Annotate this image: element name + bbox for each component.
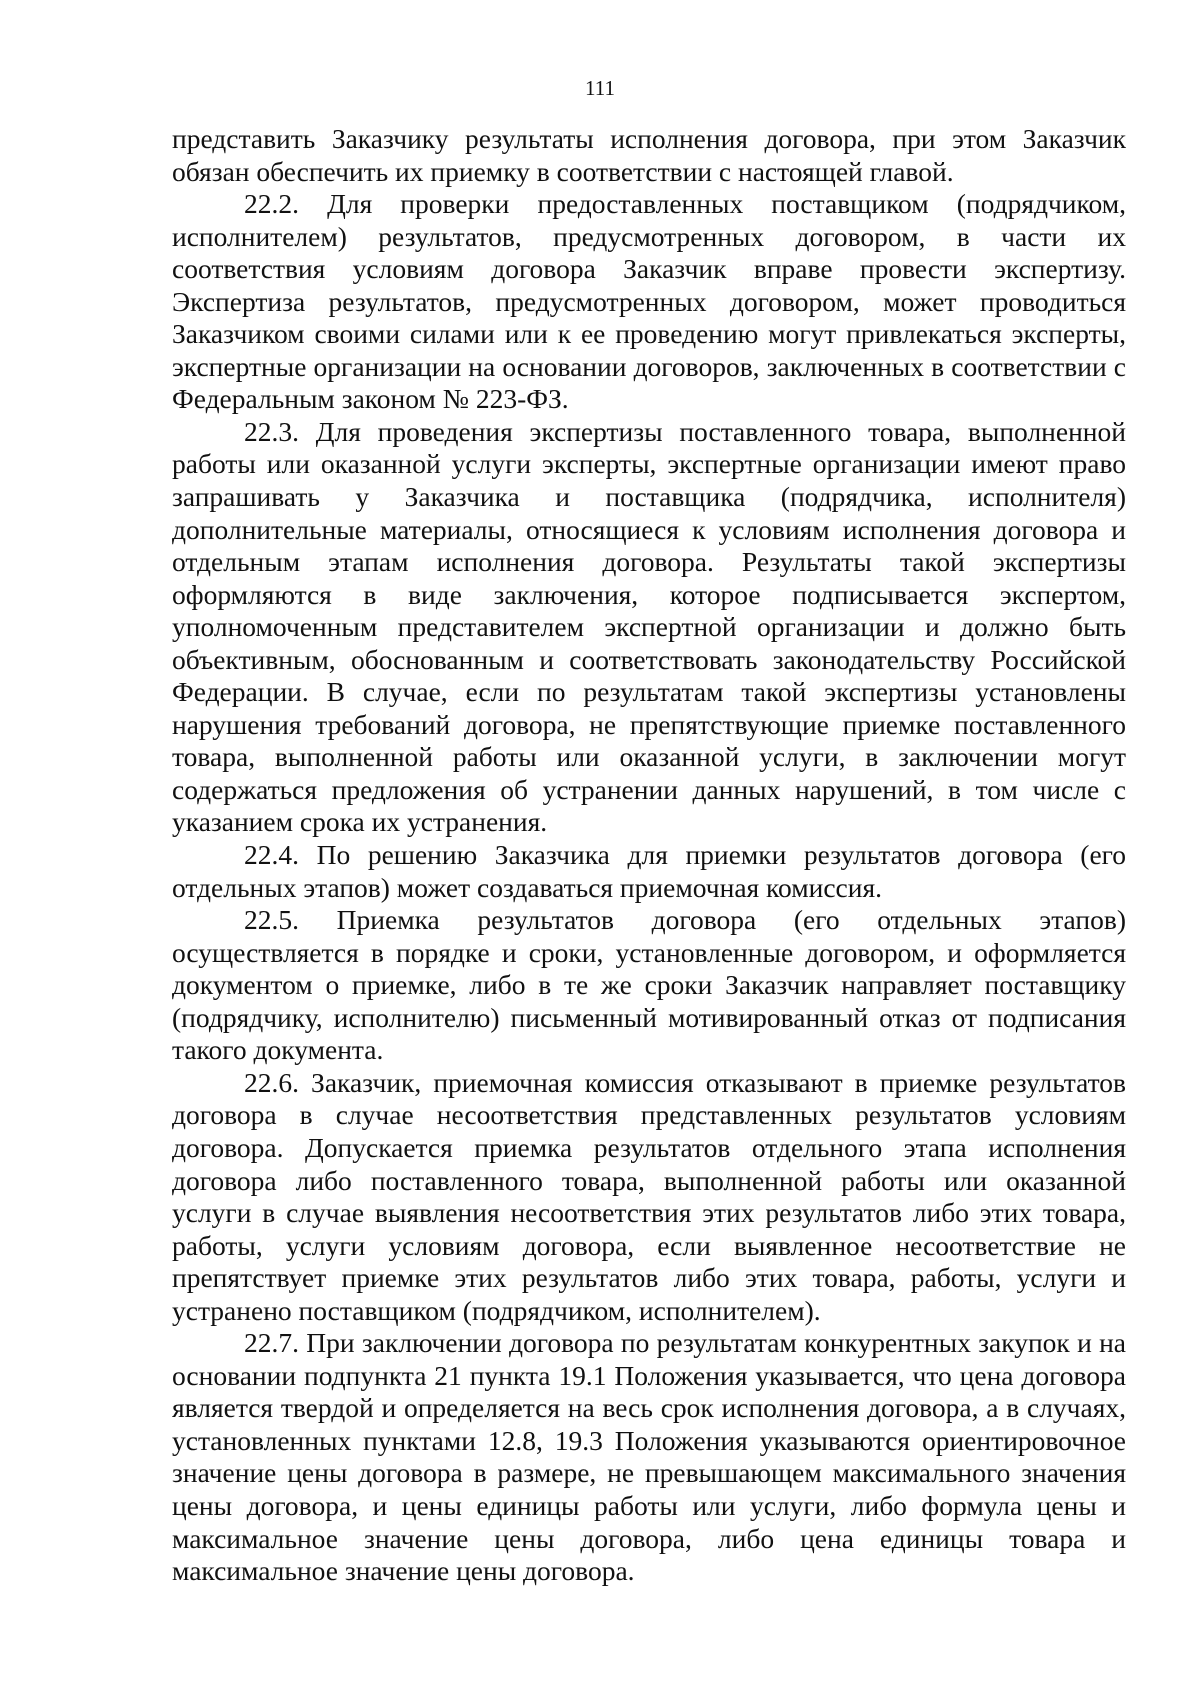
paragraph-22-6: 22.6. Заказчик, приемочная комиссия отказывают в приемке результатов договора в случае несоответствия представленных результатов условиям договора. Допускается приемка результатов отдельного этапа исполнения договора либо поставленного товара, выполненной работы или оказанной услуги в случае выявления несоответствия этих результатов либо этих товара, работы, услуги условиям договора, если выявленное несоответствие не препятствует приемке этих результатов либо этих товара, работы, услуги и устранено поставщиком (подрядчиком, исполнителем). [172,1066,1126,1326]
page-number: 111 [585,76,615,100]
paragraph-22-3: 22.3. Для проведения экспертизы поставленного товара, выполненной работы или оказанной услуги эксперты, экспертные организации имеют право запрашивать у Заказчика и поставщика (подрядчика, исполнителя) дополнительные материалы, относящиеся к условиям исполнения договора и отдельным этапам исполнения договора. Результаты такой экспертизы оформляются в виде заключения, которое подписывается экспертом, уполномоченным представителем экспертной организации и должно быть объективным, обоснованным и соответствовать законодательству Российской Федерации. В случае, если по результатам такой экспертизы установлены нарушения требований договора, не препятствующие приемке поставленного товара, выполненной работы или оказанной услуги, в заключении могут содержаться предложения об устранении данных нарушений, в том числе с указанием срока их устранения. [172,415,1126,838]
paragraph-continuation: представить Заказчику результаты исполнения договора, при этом Заказчик обязан обеспечить их приемку в соответствии с настоящей главой. [172,123,1126,187]
paragraph-22-4: 22.4. По решению Заказчика для приемки результатов договора (его отдельных этапов) может создаваться приемочная комиссия. [172,839,1126,903]
paragraph-22-2: 22.2. Для проверки предоставленных поставщиком (подрядчиком, исполнителем) результатов, предусмотренных договором, в части их соответствия условиям договора Заказчик вправе провести экспертизу. Экспертиза результатов, предусмотренных договором, может проводиться Заказчиком своими силами или к ее проведению могут привлекаться эксперты, экспертные организации на основании договоров, заключенных в соответствии с Федеральным законом № 223-ФЗ. [172,188,1126,415]
paragraph-22-7: 22.7. При заключении договора по результатам конкурентных закупок и на основании подпункта 21 пункта 19.1 Положения указывается, что цена договора является твердой и определяется на весь срок исполнения договора, а в случаях, установленных пунктами 12.8, 19.3 Положения указываются ориентировочное значение цены договора в размере, не превышающем максимального значения цены договора, и цены единицы работы или услуги, либо формула цены и максимальное значение цены договора, либо цена единицы товара и максимальное значение цены договора. [172,1327,1126,1587]
paragraph-22-5: 22.5. Приемка результатов договора (его отдельных этапов) осуществляется в порядке и сроки, установленные договором, и оформляется документом о приемке, либо в те же сроки Заказчик направляет поставщику (подрядчику, исполнителю) письменный мотивированный отказ от подписания такого документа. [172,904,1126,1066]
document-body [172,123,1126,1588]
